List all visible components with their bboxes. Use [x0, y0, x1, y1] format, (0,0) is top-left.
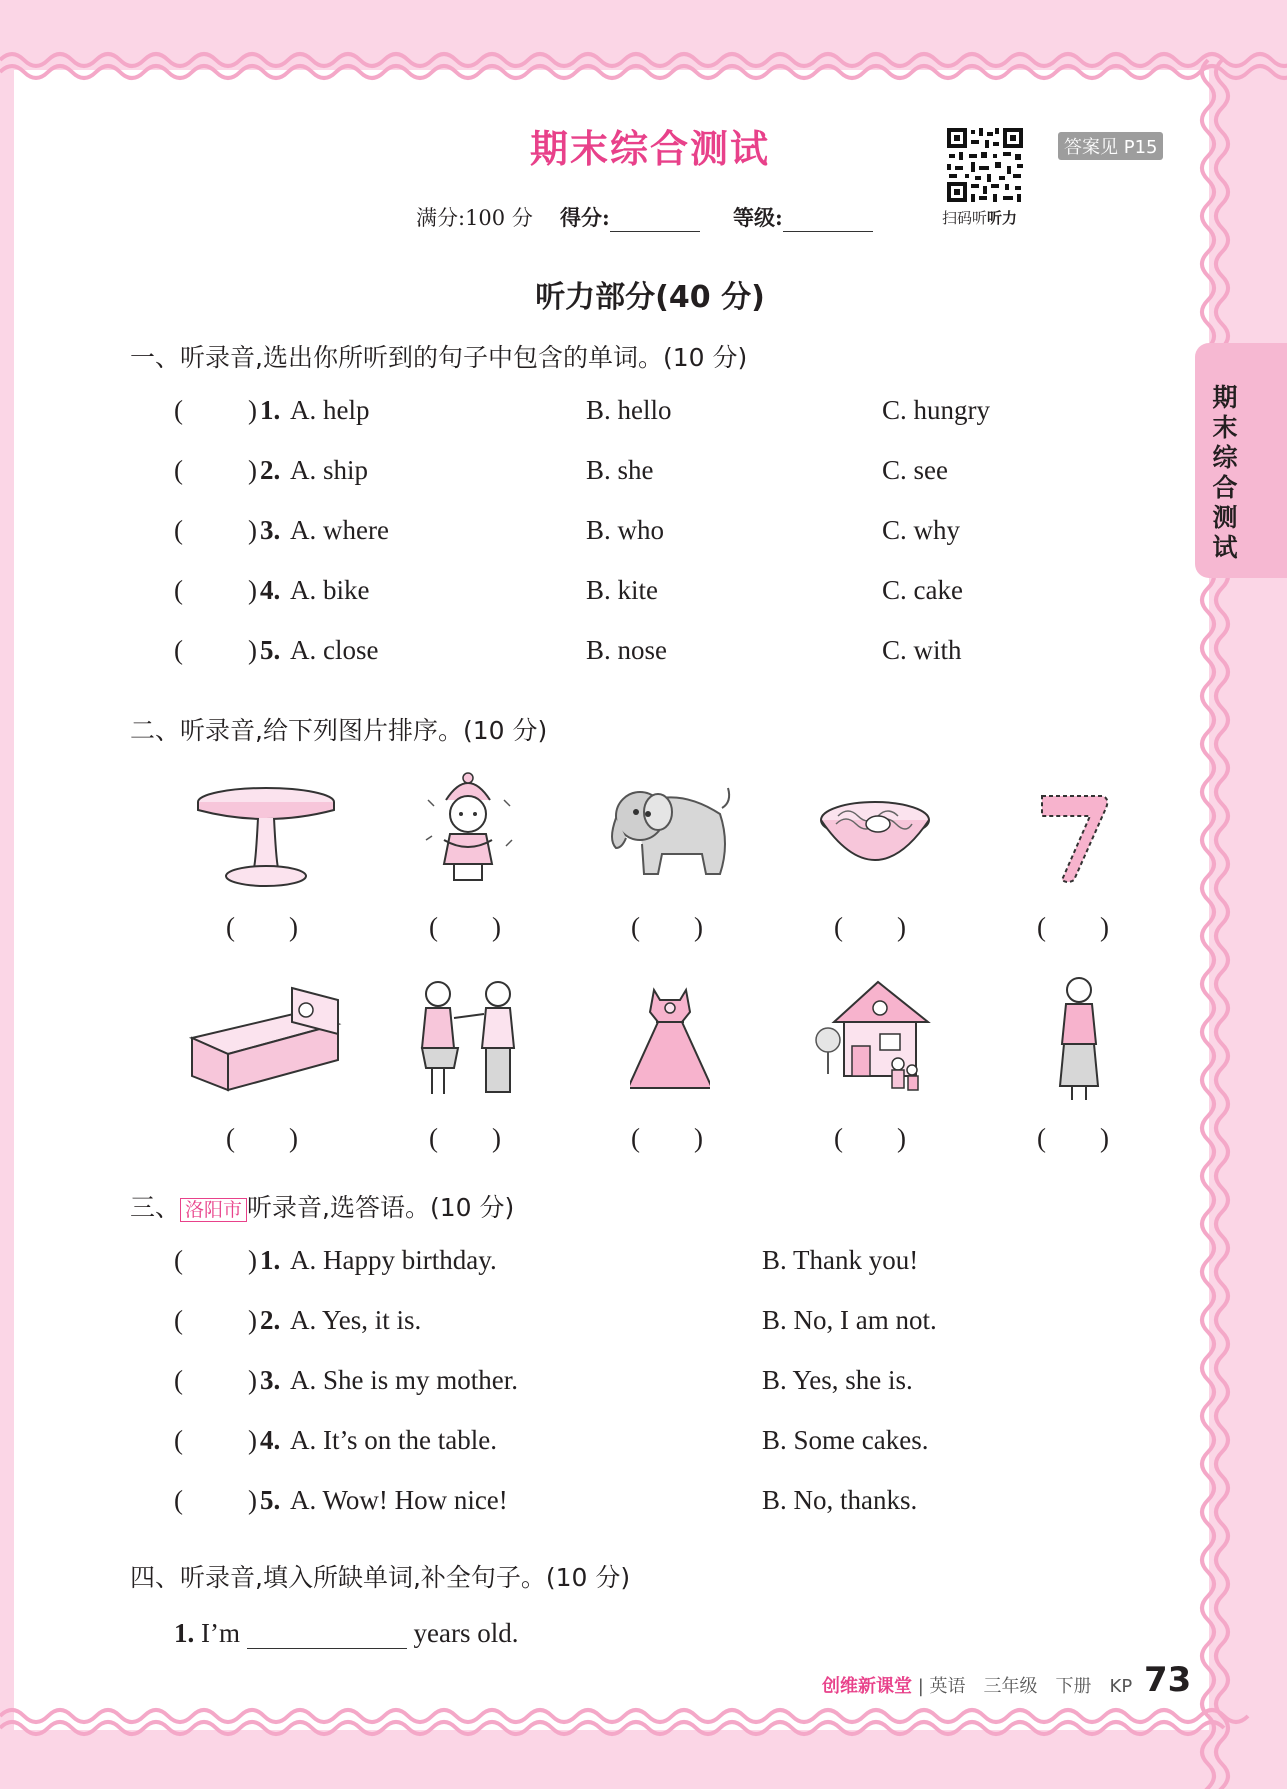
answer-paren-close: ) [248, 1425, 257, 1455]
part4-heading: 四、听录音,填入所缺单词,补全句子。(10 分) [130, 1563, 631, 1592]
number-seven-icon [1036, 786, 1116, 886]
answer-paren[interactable]: ( [174, 1485, 183, 1515]
part4-item-after: years old. [413, 1618, 519, 1648]
answer-paren[interactable]: ( [174, 635, 183, 665]
option-a: A. bike [290, 575, 370, 605]
answer-paren[interactable]: ( [174, 1305, 183, 1335]
score-label: 得分: [560, 205, 610, 230]
option-c: C. with [882, 635, 962, 665]
option-b: B. nose [586, 635, 667, 665]
option-b: B. who [586, 515, 665, 545]
answer-paren-close: ) [248, 575, 257, 605]
region-tag: 洛阳市 [180, 1198, 247, 1222]
picture-answer-paren[interactable]: ( ) [834, 1123, 906, 1153]
option-b: B. hello [586, 395, 672, 425]
answer-reference-badge: 答案见 P15 [1058, 132, 1163, 160]
answer-paren-close: ) [248, 515, 257, 545]
elephant-icon [604, 778, 739, 888]
picture-answer-paren[interactable]: ( ) [226, 1123, 298, 1153]
dress-icon [630, 986, 710, 1090]
qr-caption [942, 207, 1017, 228]
answer-paren[interactable]: ( [174, 395, 183, 425]
part4-item-before: I’m [201, 1618, 240, 1648]
score-blank[interactable] [610, 205, 700, 232]
option-c: C. hungry [882, 395, 990, 425]
option-b: B. Thank you! [762, 1245, 919, 1275]
grade-blank[interactable] [783, 205, 873, 232]
question-number: 1. [260, 1245, 281, 1275]
full-score-text: 满分:100 分 [416, 206, 533, 230]
picture-answer-paren[interactable]: ( ) [1037, 1123, 1109, 1153]
option-b: B. kite [586, 575, 658, 605]
footer-meta: | 英语 三年级 下册 KP [917, 1676, 1133, 1697]
table-icon [194, 782, 339, 892]
answer-paren[interactable]: ( [174, 515, 183, 545]
option-c: C. see [882, 455, 948, 485]
side-tab [1195, 343, 1287, 578]
answer-paren-close: ) [248, 455, 257, 485]
page-title: 期末综合测试 [529, 127, 770, 171]
part3-heading [130, 1188, 514, 1224]
fill-in-blank[interactable] [247, 1622, 407, 1649]
answer-paren-close: ) [248, 635, 257, 665]
option-a: A. Happy birthday. [290, 1245, 497, 1275]
question-number: 1. [260, 395, 281, 425]
question-number: 3. [260, 1365, 281, 1395]
part4-item-1 [174, 1618, 518, 1649]
option-a: A. She is my mother. [290, 1365, 518, 1395]
option-a: A. Yes, it is. [290, 1305, 422, 1335]
option-a: A. Wow! How nice! [290, 1485, 508, 1515]
picture-answer-paren[interactable]: ( ) [631, 1123, 703, 1153]
question-number: 2. [260, 1305, 281, 1335]
listening-section-title: 听力部分(40 分) [535, 280, 765, 315]
side-tab-label: 期末综合测试 [1212, 383, 1238, 562]
girl-cold-icon [418, 770, 518, 890]
answer-paren-close: ) [248, 395, 257, 425]
option-b: B. No, thanks. [762, 1485, 918, 1515]
picture-answer-paren[interactable]: ( ) [631, 912, 703, 942]
qr-caption-scan: 扫码听 [942, 209, 988, 227]
part4-item-number: 1. [174, 1618, 195, 1648]
two-children-icon [410, 978, 530, 1100]
option-a: A. close [290, 635, 379, 665]
grade-field[interactable] [733, 202, 873, 232]
option-a: A. help [290, 395, 370, 425]
option-a: A. ship [290, 455, 369, 485]
option-a: A. where [290, 515, 389, 545]
question-number: 4. [260, 1425, 281, 1455]
question-number: 2. [260, 455, 281, 485]
answer-paren-close: ) [248, 1245, 257, 1275]
option-b: B. Yes, she is. [762, 1365, 913, 1395]
answer-paren[interactable]: ( [174, 1245, 183, 1275]
answer-paren[interactable]: ( [174, 575, 183, 605]
picture-answer-paren[interactable]: ( ) [834, 912, 906, 942]
page-number: 73 [1144, 1660, 1192, 1700]
picture-answer-paren[interactable]: ( ) [1037, 912, 1109, 942]
question-number: 5. [260, 635, 281, 665]
answer-paren-close: ) [248, 1305, 257, 1335]
picture-answer-paren[interactable]: ( ) [429, 1123, 501, 1153]
option-b: B. she [586, 455, 654, 485]
qr-caption-listen: 听力 [987, 209, 1018, 227]
part3-heading-text: 听录音,选答语。(10 分) [247, 1193, 515, 1222]
option-b: B. Some cakes. [762, 1425, 929, 1455]
option-c: C. cake [882, 575, 963, 605]
question-number: 3. [260, 515, 281, 545]
score-field[interactable] [560, 202, 700, 232]
picture-answer-paren[interactable]: ( ) [226, 912, 298, 942]
answer-paren-close: ) [248, 1485, 257, 1515]
question-number: 5. [260, 1485, 281, 1515]
answer-paren[interactable]: ( [174, 1365, 183, 1395]
footer-info [822, 1672, 1132, 1698]
part2-heading: 二、听录音,给下列图片排序。(10 分) [130, 716, 548, 745]
qr-code-icon[interactable] [945, 126, 1025, 204]
part3-prefix: 三、 [130, 1193, 181, 1222]
noodles-bowl-icon [818, 798, 933, 878]
option-b: B. No, I am not. [762, 1305, 937, 1335]
house-icon [814, 976, 939, 1102]
grandma-icon [1054, 976, 1104, 1106]
bed-icon [188, 984, 344, 1094]
part1-heading: 一、听录音,选出你所听到的句子中包含的单词。(10 分) [130, 343, 748, 372]
answer-paren[interactable]: ( [174, 1425, 183, 1455]
footer-brand: 创维新课堂 [822, 1676, 912, 1697]
option-c: C. why [882, 515, 961, 545]
grade-label: 等级: [733, 205, 783, 230]
answer-paren-close: ) [248, 1365, 257, 1395]
question-number: 4. [260, 575, 281, 605]
picture-answer-paren[interactable]: ( ) [429, 912, 501, 942]
answer-paren[interactable]: ( [174, 455, 183, 485]
option-a: A. It’s on the table. [290, 1425, 497, 1455]
